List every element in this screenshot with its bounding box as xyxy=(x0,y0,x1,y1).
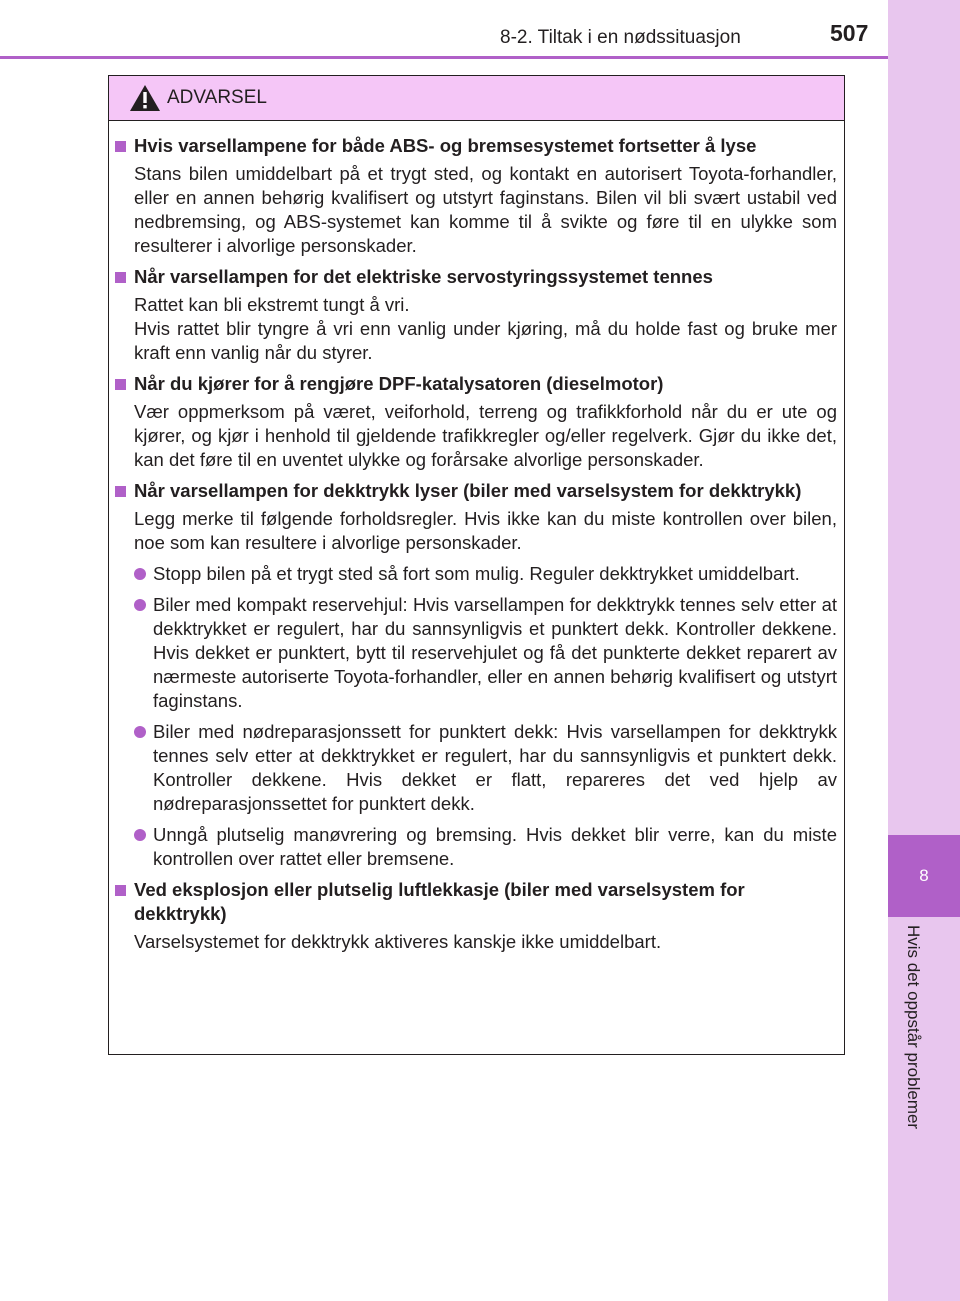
item-title xyxy=(115,134,837,158)
header-rule xyxy=(0,56,888,59)
item-title xyxy=(115,878,837,926)
square-bullet-icon xyxy=(115,272,126,283)
item-text: Legg merke til følgende forholdsregler. Hvis ikke kan du miste kontrollen over bilen, noe som kan resultere i alvorlige personskader. xyxy=(134,508,837,553)
warning-content xyxy=(109,121,844,954)
warning-item xyxy=(115,878,837,954)
square-bullet-icon xyxy=(115,141,126,152)
item-text: Stans bilen umiddelbart på et trygt sted, og kontakt en autorisert Toyota-forhandler, eller en annen behørig kvalifisert og utstyrt faginstans. Bilen vil bli svært ustabil ved nedbremsing, og ABS-systemet kan komme til å svikte og føre til en ulykke som resulterer i alvorlige personskader. xyxy=(134,163,837,256)
item-title xyxy=(115,265,837,289)
warning-box xyxy=(108,75,845,1055)
item-title-text: Når du kjører for å rengjøre DPF-katalysatoren (dieselmotor) xyxy=(134,373,664,394)
list-item: Biler med kompakt reservehjul: Hvis varsellampen for dekktrykk tennes selv etter at dekktrykket er regulert, har du sannsynligvis et punktert dekk. Kontroller dekkene. Hvis dekket er punktert, bytt til reservehjulet og få det punkterte dekket reparert av nærmeste autoriserte Toyota-forhandler, eller en annen behørig kvalifisert og utstyrt faginstans. xyxy=(134,593,837,713)
warning-label: ADVARSEL xyxy=(167,87,267,108)
chapter-title: Hvis det oppstår problemer xyxy=(904,925,923,1130)
list-item: Unngå plutselig manøvrering og bremsing. Hvis dekket blir verre, kan du miste kontrollen over rattet eller bremsene. xyxy=(134,823,837,871)
item-text: Rattet kan bli ekstremt tungt å vri. Hvis rattet blir tyngre å vri enn vanlig under kjøring, må du holde fast og bruke mer kraft enn vanlig når du styrer. xyxy=(134,294,837,363)
warning-item xyxy=(115,372,837,472)
list-item: Stopp bilen på et trygt sted så fort som mulig. Reguler dekktrykket umiddelbart. xyxy=(134,562,837,586)
warning-triangle-icon xyxy=(129,84,161,112)
page-number: 507 xyxy=(830,20,869,46)
item-title-text: Når varsellampen for dekktrykk lyser (biler med varselsystem for dekktrykk) xyxy=(134,480,802,501)
warning-item xyxy=(115,265,837,365)
warning-item xyxy=(115,479,837,871)
square-bullet-icon xyxy=(115,885,126,896)
item-title-text: Hvis varsellampene for både ABS- og bremsesystemet fortsetter å lyse xyxy=(134,135,757,156)
item-text: Varselsystemet for dekktrykk aktiveres kanskje ikke umiddelbart. xyxy=(134,931,662,952)
item-title xyxy=(115,372,837,396)
round-bullet-icon xyxy=(134,726,146,738)
warning-item xyxy=(115,134,837,258)
chapter-number: 8 xyxy=(919,866,929,885)
item-title-text: Ved eksplosjon eller plutselig luftlekkasje (biler med varselsystem for dekktrykk) xyxy=(134,879,745,924)
warning-header xyxy=(109,76,844,121)
round-bullet-icon xyxy=(134,599,146,611)
square-bullet-icon xyxy=(115,379,126,390)
square-bullet-icon xyxy=(115,486,126,497)
section-title: 8-2. Tiltak i en nødssituasjon xyxy=(500,27,741,48)
item-title-text: Når varsellampen for det elektriske servostyringssystemet tennes xyxy=(134,266,713,287)
list-item: Biler med nødreparasjonssett for punktert dekk: Hvis varsellampen for dekktrykk tennes selv etter at dekktrykket er regulert, har du sannsynligvis et punktert dekk. Kontroller dekkene. Hvis dekket er flatt, repareres det ved hjelp av nødreparasjonssettet for punktert dekk. xyxy=(134,720,837,816)
round-bullet-icon xyxy=(134,568,146,580)
round-bullet-icon xyxy=(134,829,146,841)
item-title xyxy=(115,479,837,503)
item-text: Vær oppmerksom på været, veiforhold, terreng og trafikkforhold når du er ute og kjører, og kjør i henhold til gjeldende trafikkregler og/eller regelverk. Gjør du ikke det, kan det føre til en uventet ulykke og forårsake alvorlige personskader. xyxy=(134,401,837,470)
chapter-number-tab[interactable] xyxy=(888,835,960,917)
